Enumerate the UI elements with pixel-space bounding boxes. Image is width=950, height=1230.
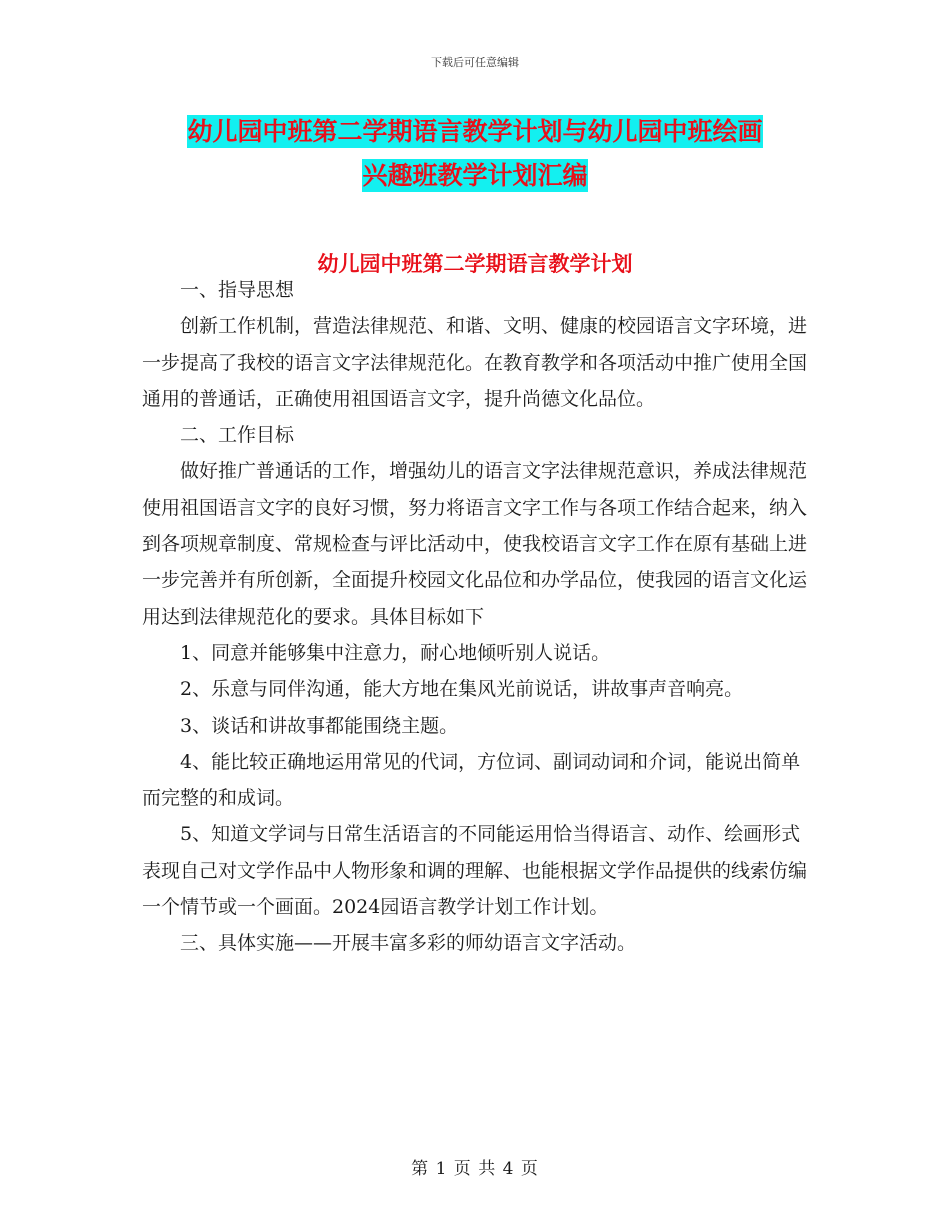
document-title-line-2: 兴趣班教学计划汇编 (362, 161, 588, 190)
goal-item-3: 3、谈话和讲故事都能围绕主题。 (180, 714, 459, 737)
document-title-line-1: 幼儿园中班第二学期语言教学计划与幼儿园中班绘画 (187, 117, 763, 146)
paragraph-work-goals: 做好推广普通话的工作，增强幼儿的语言文字法律规范意识，养成法律规范使用祖国语言文字的良好习惯，努力将语言文字工作与各项工作结合起来，纳入到各项规章制度、常规检查与评比活动中，使我校语言文字工作在原有基础上进一步完善并有所创新，全面提升校园文化品位和办学品位，使我园的语言文化运用达到法律规范化的要求。具体目标如下 (142, 460, 808, 628)
goal-item-1: 1、同意并能够集中注意力，耐心地倾听别人说话。 (180, 641, 611, 664)
heading-work-goals: 二、工作目标 (180, 424, 295, 447)
paragraph-guiding-thought: 创新工作机制，营造法律规范、和谐、文明、健康的校园语言文字环境，进一步提高了我校的语言文字法律规范化。在教育教学和各项活动中推广使用全国通用的普通话，正确使用祖国语言文字，提升尚德文化品位。 (142, 315, 808, 410)
goal-item-5: 5、知道文学词与日常生活语言的不同能运用恰当得语言、动作、绘画形式表现自己对文学作品中人物形象和调的理解、也能根据文学作品提供的线索仿编一个情节或一个画面。2024园语言教学计划工作计划。 (142, 823, 808, 919)
section-title: 幼儿园中班第二学期语言教学计划 (317, 252, 633, 276)
document-title (150, 110, 800, 198)
goal-item-4: 4、能比较正确地运用常见的代词，方位词、副词动词和介词，能说出简单而完整的和成词。 (142, 750, 801, 810)
page-footer: 第 1 页 共 4 页 (411, 1159, 539, 1179)
heading-implementation: 三、具体实施——开展丰富多彩的师幼语言文字活动。 (180, 932, 637, 955)
header-note: 下载后可任意编辑 (431, 56, 519, 69)
goal-item-2: 2、乐意与同伴沟通，能大方地在集风光前说话，讲故事声音响亮。 (180, 678, 744, 701)
document-body (142, 272, 812, 962)
heading-guiding-thought: 一、指导思想 (180, 279, 295, 301)
